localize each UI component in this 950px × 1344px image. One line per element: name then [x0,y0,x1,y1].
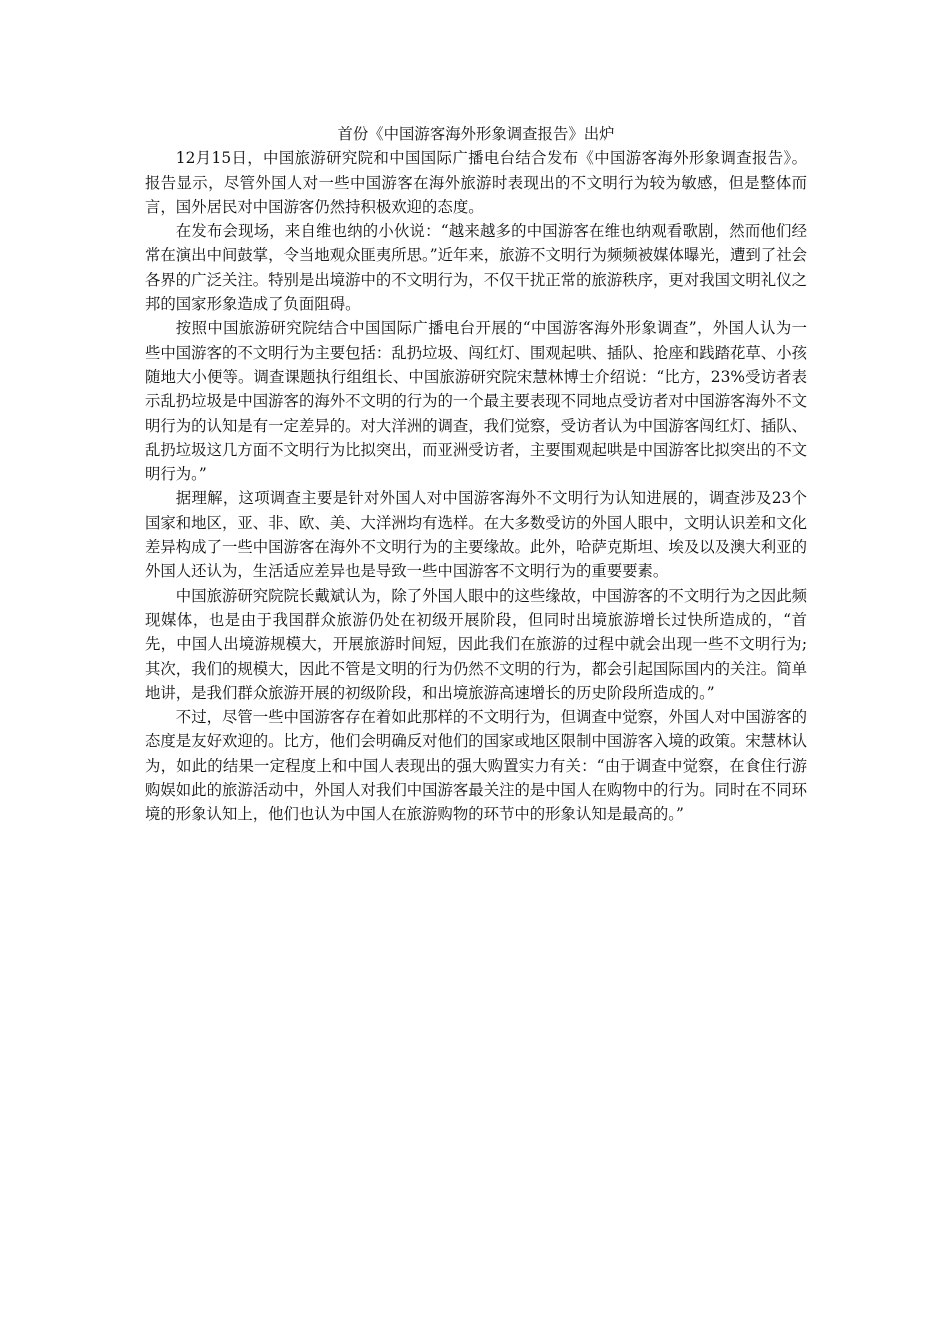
paragraph: 在发布会现场，来自维也纳的小伙说：“越来越多的中国游客在维也纳观看歌剧，然而他们经常在演出中间鼓掌，令当地观众匪夷所思。”近年来，旅游不文明行为频频被媒体曝光，遭到了社会各界的广泛关注。特别是出境游中的不文明行为，不仅干扰正常的旅游秩序，更对我国文明礼仪之邦的国家形象造成了负面阻碍。 [145,222,807,314]
paragraph: 不过，尽管一些中国游客存在着如此那样的不文明行为，但调查中觉察，外国人对中国游客的态度是友好欢迎的。比方，他们会明确反对他们的国家或地区限制中国游客入境的政策。宋慧林认为，如此的结果一定程度上和中国人表现出的强大购置实力有关：“由于调查中觉察，在食住行游购娱如此的旅游活动中，外国人对我们中国游客最关注的是中国人在购物中的行为。同时在不同环境的形象认知上，他们也认为中国人在旅游购物的环节中的形象认知是最高的。” [145,708,807,824]
paragraph: 12月15日，中国旅游研究院和中国国际广播电台结合发布《中国游客海外形象调查报告》。报告显示，尽管外国人对一些中国游客在海外旅游时表现出的不文明行为较为敏感，但是整体而言，国外居民对中国游客仍然持积极欢迎的态度。 [145,149,807,216]
paragraph: 按照中国旅游研究院结合中国国际广播电台开展的“中国游客海外形象调查”，外国人认为一些中国游客的不文明行为主要包括：乱扔垃圾、闯红灯、围观起哄、插队、抢座和践踏花草、小孩随地大小便等。调查课题执行组组长、中国旅游研究院宋慧林博士介绍说：“比方，23%受访者表示乱扔垃圾是中国游客的海外不文明的行为的一个最主要表现不同地点受访者对中国游客海外不文明行为的认知是有一定差异的。对大洋洲的调查，我们觉察，受访者认为中国游客闯红灯、插队、乱扔垃圾这几方面不文明行为比拟突出，而亚洲受访者，主要围观起哄是中国游客比拟突出的不文明行为。” [145,319,807,484]
document-body [145,122,807,827]
paragraph: 据理解，这项调查主要是针对外国人对中国游客海外不文明行为认知进展的，调查涉及23个国家和地区，亚、非、欧、美、大洋洲均有选样。在大多数受访的外国人眼中，文明认识差和文化差异构成了一些中国游客在海外不文明行为的主要缘故。此外，哈萨克斯坦、埃及以及澳大利亚的外国人还认为，生活适应差异也是导致一些中国游客不文明行为的重要要素。 [145,489,807,581]
document-title: 首份《中国游客海外形象调查报告》出炉 [337,125,615,143]
paragraph: 中国旅游研究院院长戴斌认为，除了外国人眼中的这些缘故，中国游客的不文明行为之因此频现媒体，也是由于我国群众旅游仍处在初级开展阶段，但同时出境旅游增长过快所造成的，“首先，中国人出境游规模大，开展旅游时间短，因此我们在旅游的过程中就会出现一些不文明行为;其次，我们的规模大，因此不管是文明的行为仍然不文明的行为，都会引起国际国内的关注。简单地讲，是我们群众旅游开展的初级阶段，和出境旅游高速增长的历史阶段所造成的。” [145,586,807,702]
